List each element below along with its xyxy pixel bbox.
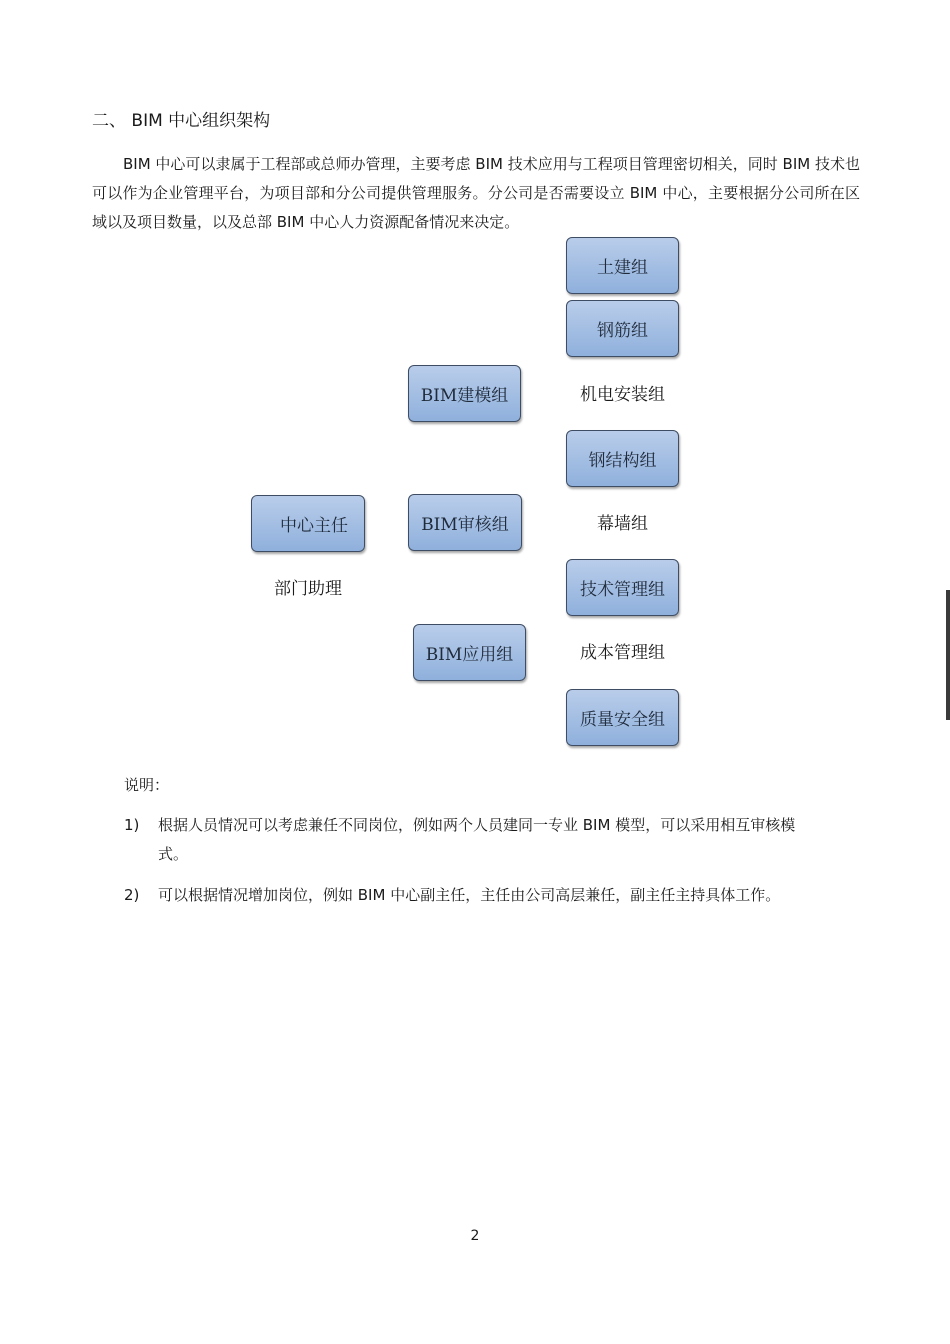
node-mep: 机电安装组 — [580, 385, 665, 405]
note-text: 根据人员情况可以考虑兼任不同岗位，例如两个人员建同一专业 BIM 模型，可以采用相互审核模 — [158, 816, 796, 834]
node-bim-application: BIM应用组 — [413, 624, 526, 681]
note-item — [124, 811, 864, 869]
note-text-continued: 式。 — [158, 845, 189, 863]
notes-title: 说明： — [124, 776, 170, 794]
node-rebar: 钢筋组 — [566, 300, 679, 357]
page-edge-mark — [946, 590, 950, 720]
node-bim-review: BIM审核组 — [408, 494, 522, 551]
node-cost-management: 成本管理组 — [580, 643, 665, 663]
node-bim-modeling: BIM建模组 — [408, 365, 521, 422]
intro-paragraph: BIM 中心可以隶属于工程部或总师办管理，主要考虑 BIM 技术应用与工程项目管理密切相关，同时 BIM 技术也可以作为企业管理平台，为项目部和分公司提供管理服务。分公司是否需要设立 BIM 中心，主要根据分公司所在区域以及项目数量，以及总部 BIM 中心人力资源配备情况来决定。 — [92, 155, 860, 231]
node-assistant: 部门助理 — [274, 579, 342, 599]
node-tech-management: 技术管理组 — [566, 559, 679, 616]
section-heading: 二、 BIM 中心组织架构 — [92, 111, 271, 131]
note-item — [124, 881, 864, 910]
node-steel: 钢结构组 — [566, 430, 679, 487]
note-number: 2) — [124, 886, 140, 904]
note-number: 1) — [124, 816, 140, 834]
node-civil: 土建组 — [566, 237, 679, 294]
node-curtain-wall: 幕墙组 — [597, 514, 648, 534]
node-quality-safety: 质量安全组 — [566, 689, 679, 746]
note-text: 可以根据情况增加岗位，例如 BIM 中心副主任，主任由公司高层兼任，副主任主持具体工作。 — [158, 886, 781, 904]
page-number: 2 — [470, 1228, 480, 1244]
node-director: 中心主任 — [251, 495, 365, 552]
